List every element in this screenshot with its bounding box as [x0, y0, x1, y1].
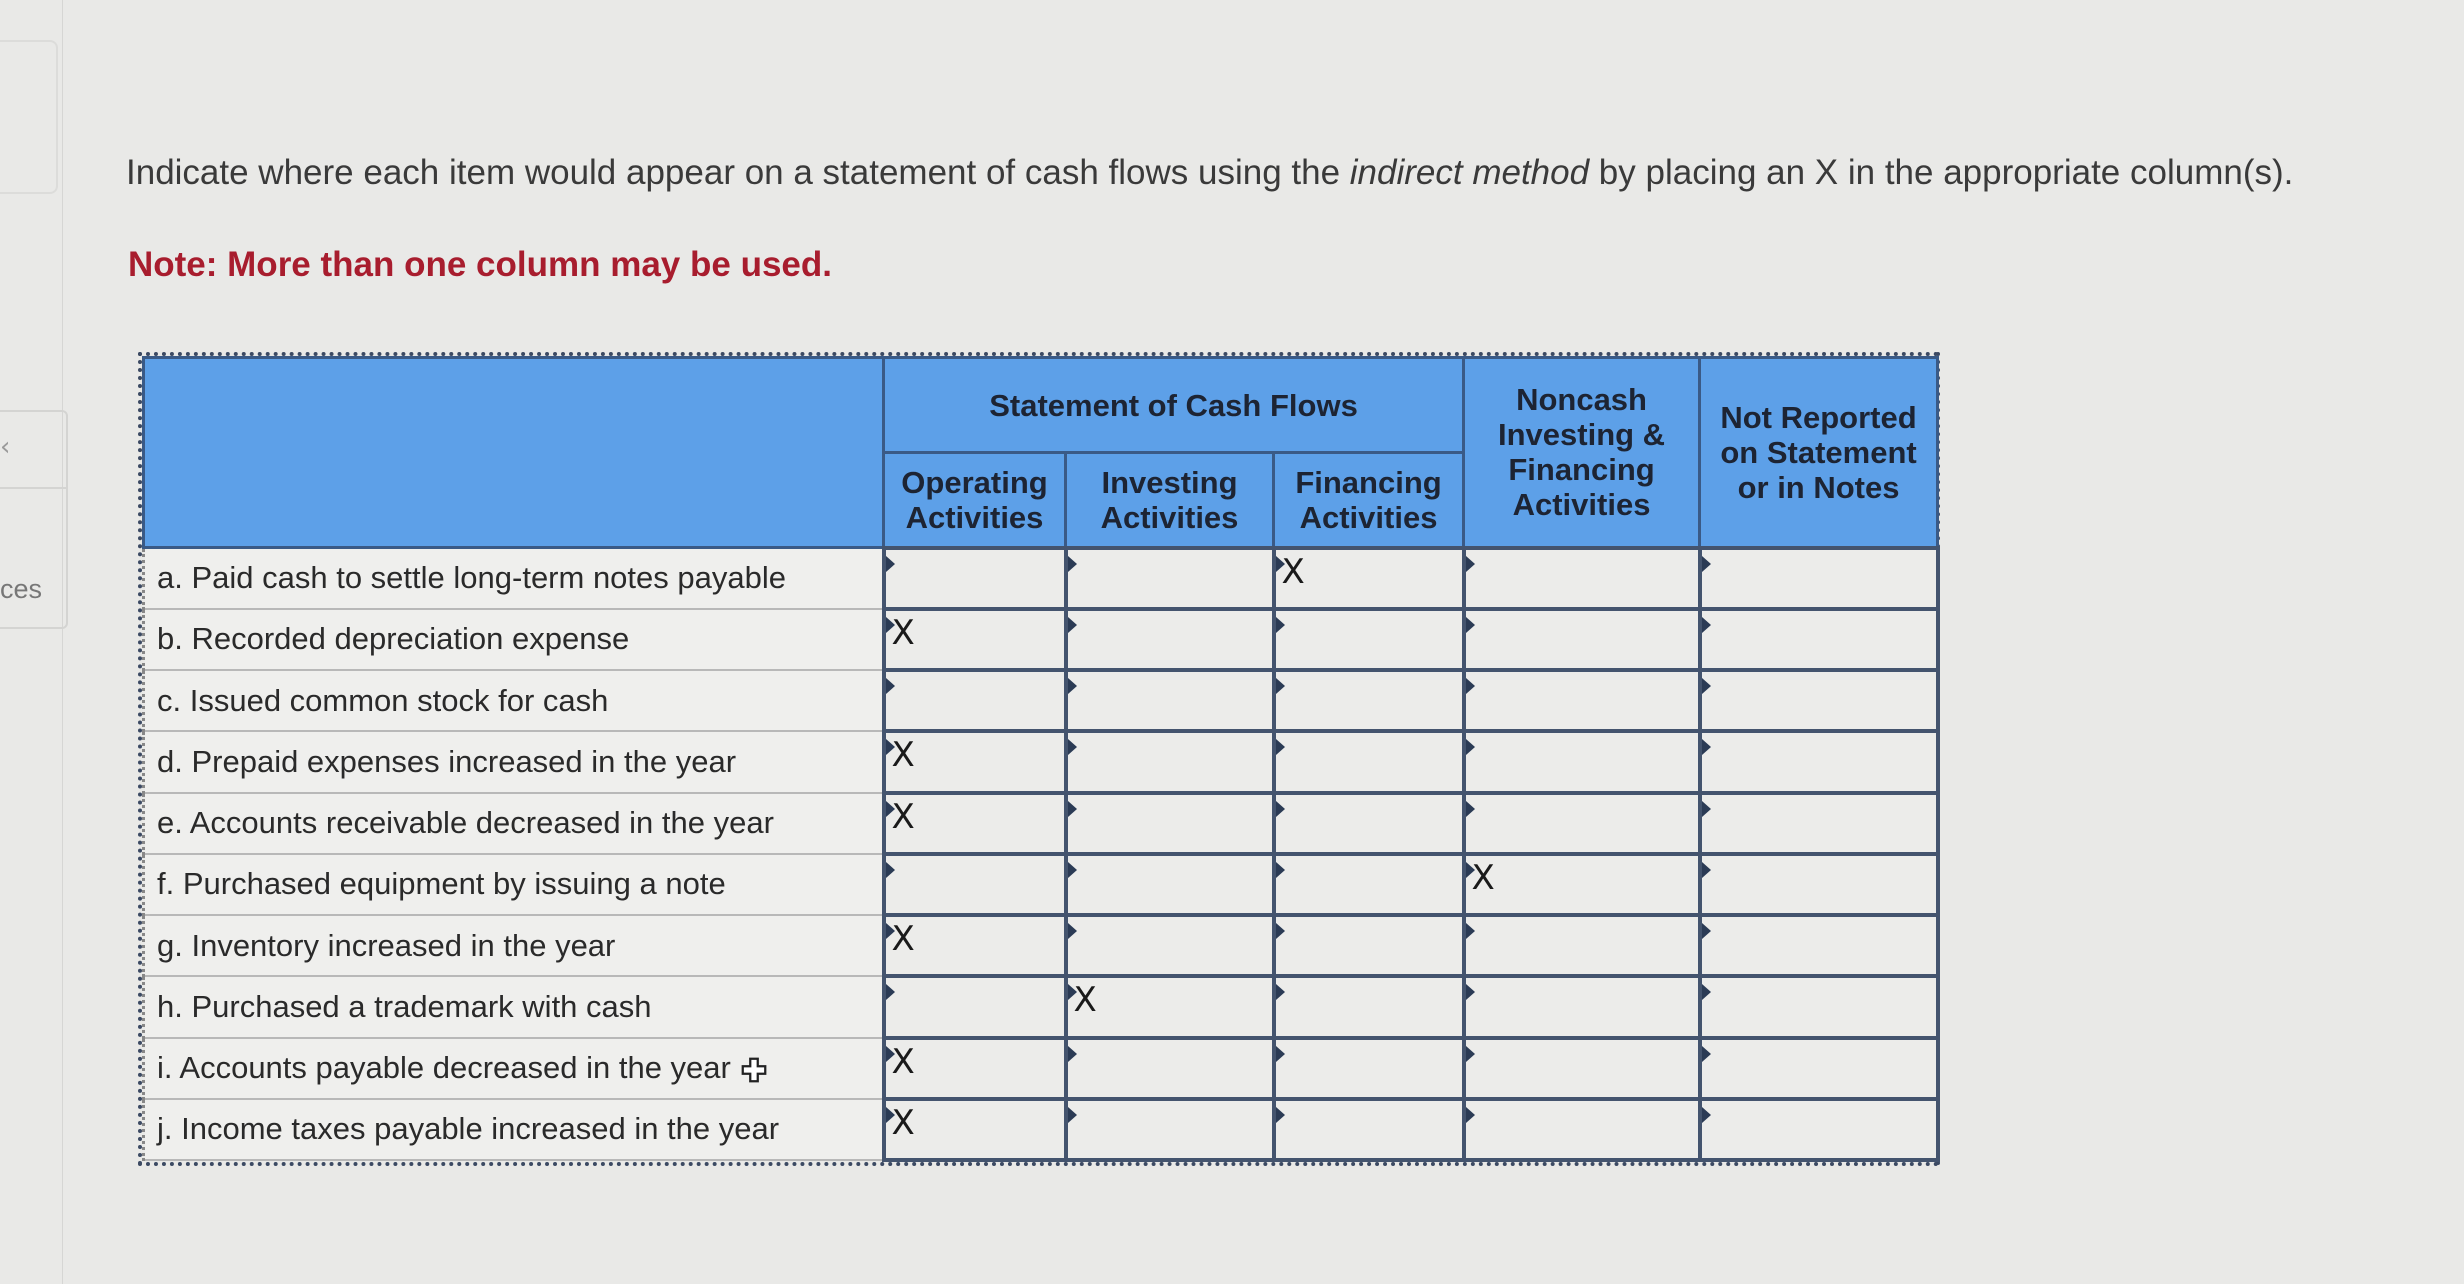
row-label-text: f. Purchased equipment by issuing a note	[157, 866, 726, 902]
header-financing: Financing Activities	[1274, 453, 1464, 548]
row-label-text: a. Paid cash to settle long-term notes payable	[157, 560, 786, 596]
answer-cell-financing[interactable]	[1274, 854, 1464, 915]
row-label-text: d. Prepaid expenses increased in the year	[157, 743, 737, 779]
note-text: Note: More than one column may be used.	[128, 245, 832, 284]
move-cursor-icon	[739, 1055, 769, 1085]
answer-cell-investing[interactable]	[1066, 670, 1274, 731]
answer-cell-not-reported[interactable]	[1700, 915, 1938, 976]
row-label	[144, 1038, 884, 1099]
answer-mark: X	[1073, 980, 1097, 1021]
answer-cell-operating[interactable]	[884, 731, 1066, 792]
answer-cell-noncash[interactable]	[1464, 915, 1700, 976]
sidebar-label[interactable]: ces	[0, 574, 43, 604]
row-label-text: i. Accounts payable decreased in the year	[157, 1050, 731, 1086]
answer-cell-financing[interactable]	[1274, 1099, 1464, 1160]
answer-cell-not-reported[interactable]	[1700, 976, 1938, 1037]
table-row	[144, 854, 1938, 915]
table-row	[144, 731, 1938, 792]
answer-cell-not-reported[interactable]	[1700, 1038, 1938, 1099]
table-row	[144, 915, 1938, 976]
row-label	[144, 670, 884, 731]
header-operating: Operating Activities	[884, 453, 1066, 548]
chevron-left-icon[interactable]: ‹	[0, 432, 11, 462]
header-not-reported: Not Reported on Statement or in Notes	[1700, 358, 1938, 548]
table-row	[144, 609, 1938, 670]
answer-cell-investing[interactable]	[1066, 548, 1274, 609]
instructions-part-1: Indicate where each item would appear on a statement of cash flows using the	[126, 153, 1350, 192]
row-label	[144, 1099, 884, 1160]
answer-cell-noncash[interactable]	[1464, 609, 1700, 670]
answer-cell-operating[interactable]	[884, 548, 1066, 609]
header-investing: Investing Activities	[1066, 453, 1274, 548]
answer-mark: X	[1281, 551, 1305, 592]
answer-cell-financing[interactable]	[1274, 793, 1464, 854]
row-label	[144, 548, 884, 609]
answer-cell-operating[interactable]	[884, 915, 1066, 976]
answer-cell-noncash[interactable]	[1464, 670, 1700, 731]
answer-cell-financing[interactable]	[1274, 731, 1464, 792]
answer-cell-operating[interactable]	[884, 1099, 1066, 1160]
answer-cell-not-reported[interactable]	[1700, 793, 1938, 854]
answer-cell-financing[interactable]	[1274, 915, 1464, 976]
answer-cell-not-reported[interactable]	[1700, 609, 1938, 670]
answer-cell-investing[interactable]	[1066, 1038, 1274, 1099]
instructions-part-2: by placing an X in the appropriate column(s).	[1589, 153, 2294, 192]
answer-mark: X	[891, 1102, 915, 1143]
answer-cell-not-reported[interactable]	[1700, 731, 1938, 792]
instructions-emphasis: indirect method	[1349, 153, 1590, 192]
answer-cell-not-reported[interactable]	[1700, 670, 1938, 731]
answer-cell-investing[interactable]	[1066, 1099, 1274, 1160]
answer-cell-financing[interactable]	[1274, 609, 1464, 670]
header-noncash: Noncash Investing & Financing Activities	[1464, 358, 1700, 548]
answer-cell-investing[interactable]	[1066, 915, 1274, 976]
answer-mark: X	[891, 919, 915, 959]
answer-cell-noncash[interactable]	[1464, 548, 1700, 609]
row-label	[144, 976, 884, 1037]
row-label-text: g. Inventory increased in the year	[157, 927, 616, 963]
answer-cell-financing[interactable]	[1274, 1038, 1464, 1099]
answer-cell-operating[interactable]	[884, 609, 1066, 670]
row-label	[144, 793, 884, 854]
answer-mark: X	[891, 735, 915, 776]
answer-cell-noncash[interactable]	[1464, 976, 1700, 1037]
header-blank	[144, 358, 884, 548]
answer-mark: X	[891, 612, 915, 653]
answer-cell-investing[interactable]	[1066, 854, 1274, 915]
row-label-text: j. Income taxes payable increased in the year	[157, 1111, 780, 1147]
answer-cell-financing[interactable]	[1274, 670, 1464, 731]
answer-cell-operating[interactable]	[884, 1038, 1066, 1099]
answer-cell-operating[interactable]	[884, 854, 1066, 915]
table-row	[144, 670, 1938, 731]
row-label-text: b. Recorded depreciation expense	[157, 621, 630, 657]
answer-cell-noncash[interactable]	[1464, 731, 1700, 792]
row-label-text: e. Accounts receivable decreased in the year	[157, 805, 774, 841]
sidebar-panel-top	[0, 40, 58, 194]
table-row	[144, 793, 1938, 854]
table-row	[144, 548, 1938, 609]
answer-cell-not-reported[interactable]	[1700, 1099, 1938, 1160]
answer-cell-not-reported[interactable]	[1700, 548, 1938, 609]
worksheet-rows	[144, 548, 1938, 1161]
row-label	[144, 854, 884, 915]
answer-cell-operating[interactable]	[884, 793, 1066, 854]
answer-mark: X	[891, 1041, 915, 1082]
answer-mark: X	[1471, 857, 1495, 898]
instructions-text	[126, 150, 2326, 195]
row-label	[144, 609, 884, 670]
cash-flow-worksheet	[138, 352, 1940, 1166]
answer-cell-operating[interactable]	[884, 976, 1066, 1037]
answer-cell-investing[interactable]	[1066, 793, 1274, 854]
table-row	[144, 1099, 1938, 1160]
answer-cell-financing[interactable]	[1274, 976, 1464, 1037]
row-label-text: c. Issued common stock for cash	[157, 682, 609, 718]
answer-cell-noncash[interactable]	[1464, 793, 1700, 854]
answer-cell-investing[interactable]	[1066, 609, 1274, 670]
answer-cell-noncash[interactable]	[1464, 1038, 1700, 1099]
row-label	[144, 915, 884, 976]
header-statement-of-cash-flows: Statement of Cash Flows	[884, 358, 1464, 453]
answer-cell-noncash[interactable]	[1464, 854, 1700, 915]
answer-cell-financing[interactable]	[1274, 548, 1464, 609]
answer-cell-investing[interactable]	[1066, 976, 1274, 1037]
answer-cell-not-reported[interactable]	[1700, 854, 1938, 915]
table-row	[144, 976, 1938, 1037]
table-row	[144, 1038, 1938, 1099]
answer-cell-noncash[interactable]	[1464, 1099, 1700, 1160]
row-label	[144, 731, 884, 792]
row-label-text: h. Purchased a trademark with cash	[157, 988, 652, 1024]
answer-cell-investing[interactable]	[1066, 731, 1274, 792]
answer-cell-operating[interactable]	[884, 670, 1066, 731]
answer-mark: X	[891, 796, 915, 837]
